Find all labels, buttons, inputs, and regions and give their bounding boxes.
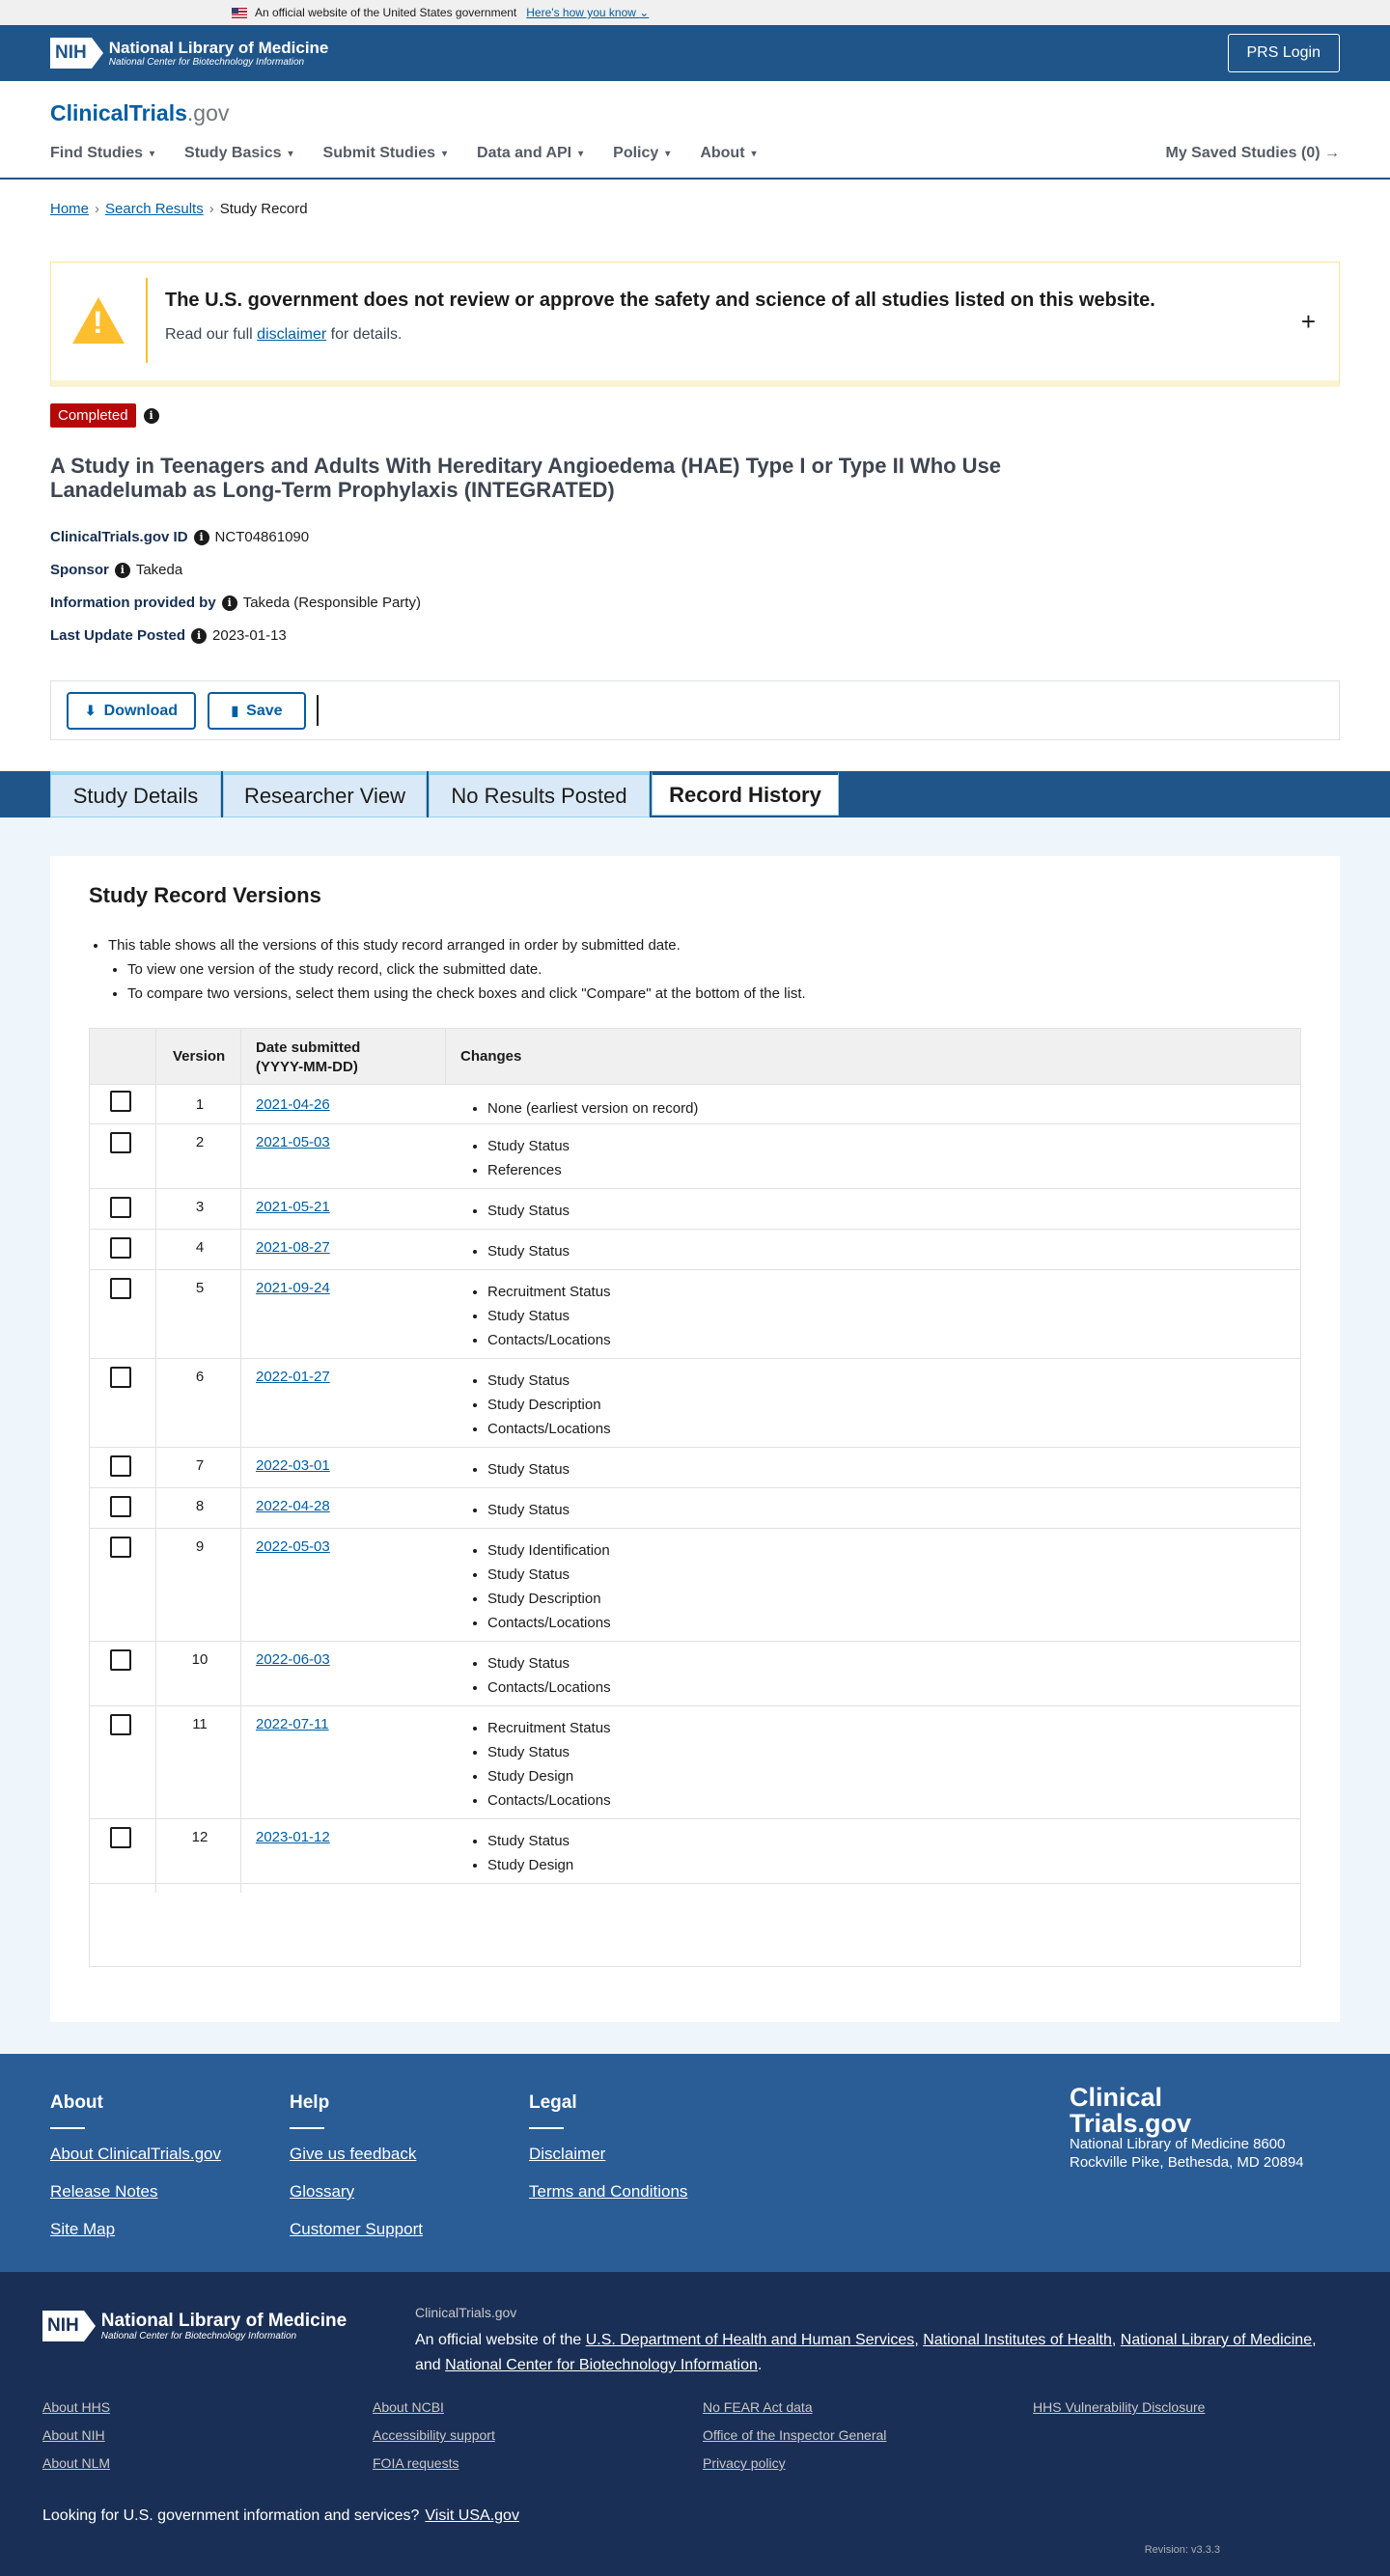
prs-login-button[interactable]: PRS Login	[1228, 34, 1341, 72]
nlm-link[interactable]: National Library of Medicine	[1120, 2332, 1313, 2348]
footer-official-text: An official website of the U.S. Department of Health and Human Services, National Institutes of Health, National Library of Medicine, and National Center for Biotechnology Information.	[415, 2332, 1317, 2373]
changes-list	[487, 1096, 698, 1121]
change-item: • Study Identification	[487, 1538, 611, 1563]
changes-list	[487, 1134, 570, 1182]
change-item: • Study Status	[487, 1239, 570, 1263]
meta-sponsor: Sponsor i Takeda	[50, 562, 183, 578]
nih-header	[0, 25, 1390, 81]
nlm-title: National Library of Medicine	[108, 38, 329, 57]
submitted-date-link[interactable]: 2022-07-11	[256, 1716, 329, 1732]
footer-link[interactable]: Release Notes	[50, 2182, 158, 2201]
chevron-right-icon: ›	[208, 201, 214, 217]
changes-list	[487, 1199, 570, 1223]
footer-link[interactable]: Give us feedback	[290, 2145, 417, 2163]
change-item: • Study Status	[487, 1369, 611, 1393]
change-item: • References	[487, 1158, 570, 1182]
main-nav	[50, 145, 787, 162]
table-row	[90, 1448, 1300, 1488]
footer-link[interactable]: Terms and Conditions	[529, 2182, 688, 2201]
arrow-right-icon: →	[1324, 145, 1340, 161]
version-number: 5	[195, 1280, 205, 1296]
compare-checkbox[interactable]	[110, 1827, 131, 1848]
footer-nih-logo[interactable]: NIH National Library of Medicine National Center for Biotechnology Information	[42, 2311, 347, 2341]
compare-checkbox[interactable]	[110, 1367, 131, 1388]
footer-link[interactable]: Site Map	[50, 2220, 116, 2238]
footer	[0, 2054, 1390, 2272]
usa-gov-line: Looking for U.S. government information and services? Visit USA.gov	[42, 2507, 519, 2524]
chevron-down-icon: ▾	[150, 148, 155, 159]
footer-link[interactable]: Disclaimer	[529, 2145, 606, 2163]
versions-heading: Study Record Versions	[89, 883, 321, 907]
nav-find-studies[interactable]: Find Studies ▾	[50, 145, 155, 161]
compare-checkbox[interactable]	[110, 1537, 131, 1558]
footer-link[interactable]: Glossary	[290, 2182, 355, 2201]
footer-bottom-link[interactable]: FOIA requests	[373, 2455, 459, 2471]
footer-bottom-link[interactable]: Accessibility support	[373, 2427, 495, 2443]
submitted-date-link[interactable]: 2021-04-26	[256, 1096, 330, 1113]
change-item: • Contacts/Locations	[487, 1788, 611, 1813]
change-item: • None (earliest version on record)	[487, 1096, 698, 1121]
breadcrumb-home[interactable]: Home	[50, 201, 90, 217]
gov-banner	[0, 0, 1390, 25]
version-number: 9	[195, 1538, 205, 1555]
expand-plus-icon[interactable]: +	[1300, 307, 1316, 336]
version-number: 10	[191, 1651, 208, 1668]
submitted-date-link[interactable]: 2022-04-28	[256, 1498, 330, 1514]
bookmark-icon: ▮	[231, 703, 239, 718]
changes-list	[487, 1829, 573, 1877]
tab-bar	[0, 771, 1390, 817]
info-icon[interactable]: i	[222, 596, 237, 611]
revision: Revision: v3.3.3	[1144, 2544, 1220, 2556]
visit-usa-gov-link[interactable]: Visit USA.gov	[425, 2507, 519, 2524]
nih-link[interactable]: National Institutes of Health	[923, 2332, 1112, 2348]
hhs-link[interactable]: U.S. Department of Health and Human Services	[585, 2332, 915, 2348]
change-item: • Recruitment Status	[487, 1280, 611, 1304]
alert-body: Read our full disclaimer for details.	[165, 326, 403, 343]
site-header	[0, 81, 1390, 180]
change-item: • Contacts/Locations	[487, 1676, 611, 1700]
table-row	[90, 1529, 1300, 1642]
change-item: • Contacts/Locations	[487, 1328, 611, 1352]
compare-checkbox[interactable]	[110, 1649, 131, 1671]
version-number: 2	[195, 1134, 205, 1150]
change-item: • Study Design	[487, 1764, 611, 1788]
nih-logo[interactable]	[50, 38, 328, 69]
table-row	[90, 1706, 1300, 1819]
changes-list	[487, 1651, 611, 1700]
change-item: • Study Status	[487, 1199, 570, 1223]
submitted-date-link[interactable]: 2021-08-27	[256, 1239, 330, 1256]
submitted-date-link[interactable]: 2021-05-21	[256, 1199, 330, 1215]
footer-bottom-link[interactable]: Privacy policy	[703, 2455, 786, 2471]
version-number: 3	[195, 1199, 205, 1215]
study-title: A Study in Teenagers and Adults With Hereditary Angioedema (HAE) Type I or Type II Who Use Lanadelumab as Long-Term Prophylaxis (INTEGRATED)	[50, 454, 1002, 503]
change-item: • Contacts/Locations	[487, 1611, 611, 1635]
change-item: • Study Description	[487, 1587, 611, 1611]
compare-checkbox[interactable]	[110, 1278, 131, 1299]
footer-bottom-link[interactable]: No FEAR Act data	[703, 2399, 813, 2415]
ncbi-subtitle: National Center for Biotechnology Information	[108, 56, 305, 68]
version-number: 7	[195, 1457, 205, 1474]
change-item: • Study Status	[487, 1740, 611, 1764]
versions-table	[89, 1028, 1301, 1967]
compare-checkbox[interactable]	[110, 1197, 131, 1218]
footer-bottom-link[interactable]: About HHS	[42, 2399, 111, 2415]
changes-list	[487, 1457, 570, 1482]
footer-bottom-link[interactable]: About NLM	[42, 2455, 111, 2471]
change-item: • Contacts/Locations	[487, 1417, 611, 1441]
breadcrumb-search-results[interactable]: Search Results	[105, 201, 204, 217]
change-item: • Study Status	[487, 1304, 611, 1328]
footer-bottom	[0, 2272, 1390, 2576]
info-icon[interactable]: i	[191, 628, 207, 644]
table-row	[90, 1642, 1300, 1706]
compare-checkbox[interactable]	[110, 1714, 131, 1735]
chevron-right-icon: ›	[95, 201, 100, 217]
change-item: • Study Status	[487, 1134, 570, 1158]
footer-link[interactable]: Customer Support	[290, 2220, 423, 2238]
table-row	[90, 1270, 1300, 1359]
compare-checkbox[interactable]	[110, 1132, 131, 1153]
meta-last-update: Last Update Posted i 2023-01-13	[50, 627, 287, 644]
footer-bottom-link[interactable]: About NIH	[42, 2427, 105, 2443]
disclaimer-alert	[50, 262, 1340, 387]
changes-list	[487, 1280, 611, 1352]
clinicaltrials-logo[interactable]: ClinicalTrials.gov	[50, 100, 230, 125]
table-row	[90, 1819, 1300, 1884]
submitted-date-link[interactable]: 2021-09-24	[256, 1280, 330, 1296]
download-button[interactable]: ⬇ Download	[67, 692, 196, 730]
breadcrumb-current: Study Record	[219, 201, 308, 217]
change-item: • Study Design	[487, 1853, 573, 1877]
warning-icon	[72, 297, 125, 344]
tab-researcher-view[interactable]: Researcher View	[223, 771, 427, 817]
table-row	[90, 1359, 1300, 1448]
divider	[317, 695, 319, 726]
study-actions	[50, 680, 1340, 740]
us-flag-icon	[232, 8, 247, 18]
submitted-date-link[interactable]: 2022-05-03	[256, 1538, 330, 1555]
info-icon[interactable]: i	[194, 530, 209, 545]
version-number: 6	[195, 1369, 205, 1385]
nav-data-and-api[interactable]: Data and API ▾	[477, 145, 584, 161]
submitted-date-link[interactable]: 2022-06-03	[256, 1651, 330, 1668]
tab-record-history[interactable]: Record History	[652, 771, 839, 816]
change-item: • Study Description	[487, 1393, 611, 1417]
nih-badge-icon: NIH	[50, 38, 103, 69]
download-icon: ⬇	[84, 703, 97, 718]
submitted-date-link[interactable]: 2022-01-27	[256, 1369, 330, 1385]
nav-submit-studies[interactable]: Submit Studies ▾	[322, 145, 448, 161]
nav-policy[interactable]: Policy ▾	[613, 145, 671, 161]
chevron-down-icon: ▾	[578, 148, 584, 159]
footer-col-about: About About ClinicalTrials.gov Release Notes Site Map	[50, 2092, 221, 2238]
disclaimer-link[interactable]: disclaimer	[257, 326, 327, 343]
footer-bottom-link[interactable]: About NCBI	[373, 2399, 444, 2415]
version-number: 11	[192, 1716, 208, 1732]
table-row	[90, 1096, 1300, 1124]
status-badge: Completed	[50, 403, 136, 428]
footer-col-help: Help Give us feedback Glossary Customer Support	[290, 2092, 423, 2238]
version-number: 4	[195, 1239, 205, 1256]
submitted-date-link[interactable]: 2021-05-03	[256, 1134, 330, 1150]
table-header: Version Date submitted (YYYY-MM-DD) Changes	[90, 1029, 1300, 1085]
chevron-down-icon: ▾	[665, 148, 671, 159]
gov-banner-text: An official website of the United States government	[255, 6, 517, 19]
footer-site-name: ClinicalTrials.gov	[415, 2305, 517, 2320]
footer-bottom-link[interactable]: HHS Vulnerability Disclosure	[1033, 2399, 1206, 2415]
changes-list	[487, 1538, 611, 1635]
nav-about[interactable]: About ▾	[700, 145, 757, 161]
versions-intro: • This table shows all the versions of this study record arranged in order by submitted date. • To view one version of the study record, click the submitted date. • To compare two versions, select them using the check boxes and click "Compare" at the bottom of the list.	[108, 933, 806, 1006]
changes-list	[487, 1716, 611, 1813]
change-item: • Recruitment Status	[487, 1716, 611, 1740]
compare-checkbox[interactable]	[110, 1237, 131, 1259]
submitted-date-link[interactable]: 2023-01-12	[256, 1829, 330, 1845]
my-saved-studies-link[interactable]: My Saved Studies (0) →	[1165, 145, 1340, 161]
changes-list	[487, 1498, 570, 1522]
chevron-down-icon: ⌄	[639, 6, 650, 19]
change-item: • Study Status	[487, 1498, 570, 1522]
table-row	[90, 1488, 1300, 1529]
meta-info-provided-by: Information provided by i Takeda (Responsible Party)	[50, 595, 421, 611]
compare-checkbox[interactable]	[110, 1496, 131, 1517]
save-button[interactable]: ▮ Save	[208, 692, 306, 730]
heres-how-you-know-link[interactable]: Here's how you know ⌄	[526, 6, 650, 19]
version-number: 12	[191, 1829, 208, 1845]
table-body	[90, 1096, 1300, 1884]
breadcrumb	[50, 201, 308, 217]
ncbi-link[interactable]: National Center for Biotechnology Information	[445, 2357, 758, 2373]
compare-checkbox[interactable]	[110, 1091, 131, 1112]
table-row	[90, 1189, 1300, 1230]
submitted-date-link[interactable]: 2022-03-01	[256, 1457, 330, 1474]
footer-address: National Library of Medicine 8600 Rockville Pike, Bethesda, MD 20894	[1070, 2136, 1304, 2171]
record-versions-card	[50, 856, 1340, 2022]
alert-title: The U.S. government does not review or approve the safety and science of all studies listed on this website.	[165, 290, 1155, 311]
compare-checkbox[interactable]	[110, 1455, 131, 1477]
nih-badge-icon: NIH	[42, 2311, 96, 2341]
chevron-down-icon: ▾	[288, 148, 293, 159]
tab-no-results-posted[interactable]: No Results Posted	[429, 771, 650, 817]
footer-col-legal: Legal Disclaimer Terms and Conditions	[529, 2092, 688, 2201]
tab-study-details[interactable]: Study Details	[50, 771, 221, 817]
version-number: 8	[195, 1498, 205, 1514]
footer-bottom-link[interactable]: Office of the Inspector General	[703, 2427, 887, 2443]
changes-list	[487, 1369, 611, 1441]
changes-list	[487, 1239, 570, 1263]
chevron-down-icon: ▾	[751, 148, 757, 159]
nav-study-basics[interactable]: Study Basics ▾	[184, 145, 293, 161]
table-row	[90, 1124, 1300, 1189]
footer-ct-logo[interactable]: Clinical Trials.gov	[1070, 2083, 1192, 2138]
chevron-down-icon: ▾	[442, 148, 448, 159]
table-row	[90, 1230, 1300, 1270]
info-icon[interactable]: i	[115, 563, 130, 578]
info-icon[interactable]: i	[144, 408, 159, 424]
version-number: 1	[195, 1096, 205, 1113]
change-item: • Study Status	[487, 1563, 611, 1587]
meta-id: ClinicalTrials.gov ID i NCT04861090	[50, 529, 310, 545]
change-item: • Study Status	[487, 1651, 611, 1676]
footer-link[interactable]: About ClinicalTrials.gov	[50, 2145, 221, 2163]
change-item: • Study Status	[487, 1457, 570, 1482]
change-item: • Study Status	[487, 1829, 573, 1853]
